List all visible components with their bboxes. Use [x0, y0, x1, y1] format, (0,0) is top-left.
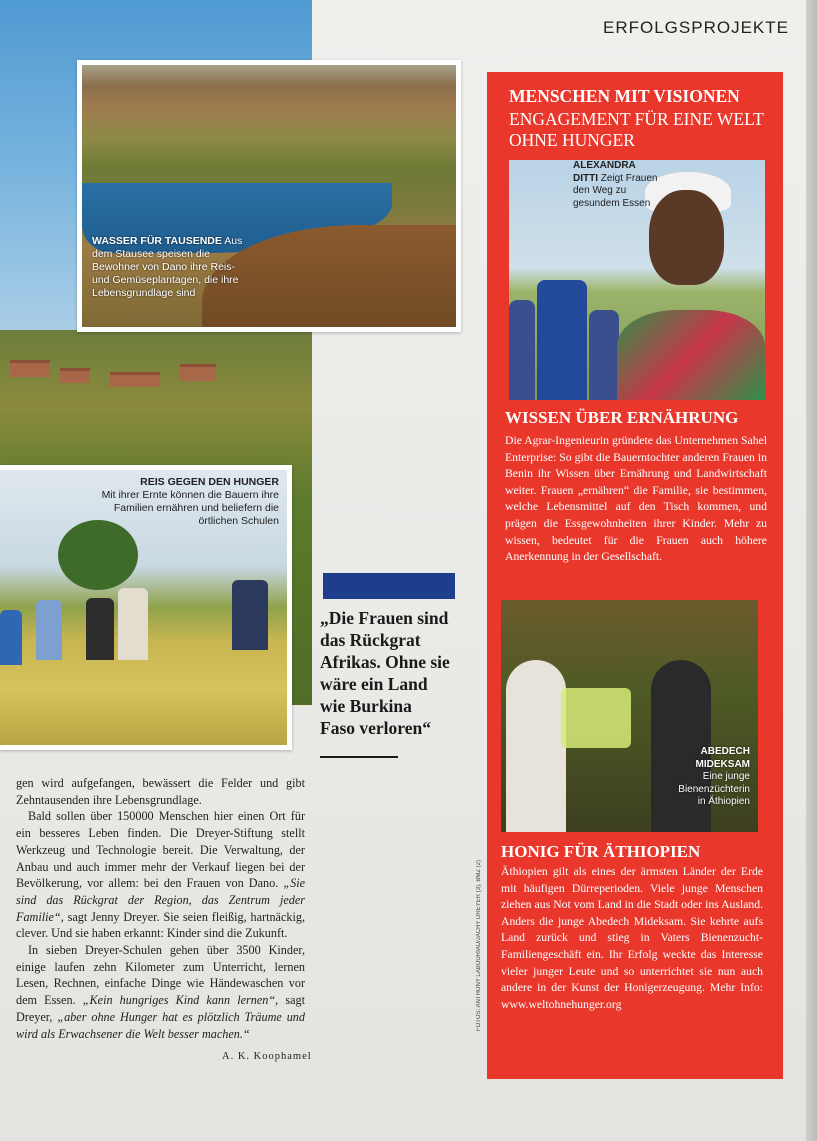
section-text: Äthiopien gilt als eines der ärmsten Länder der Erde mit häufigen Dürreperioden. Viele junge Menschen ziehen aus Not vom Land in die Stadt oder ins Ausland. Anders die junge Abedech Mideksam. Sie kehrte aufs Land zurück und stieg in Vaters Bienenzucht-Familiengeschäft ein. Ihr Erfolg weckte das Interesse vieler junger Leute und so unterrichtet sie nun auch andere in der Kunst der Honigerzeugung. Mehr Info: www.weltohnehunger.org [501, 865, 763, 1011]
rice-field-photo [0, 465, 292, 750]
reservoir-photo [77, 60, 461, 332]
section-text: Die Agrar-Ingenieurin gründete das Unternehmen Sahel Enterprise: So gibt die Bauerntochter anderen Frauen in Benin ihr Wissen über Ernährung und Landwirtschaft weiter. Frauen „ernähren“ die Familie, sie bestimmen, welche Lebensmittel auf den Tisch kommen, und prägen die Essgewohnheiten ihrer Kinder. Mehr zu wissen, bedeutet für die Frauen auch höhere Anerkennung in der Gesellschaft. [505, 434, 767, 564]
pull-quote: „Die Frauen sind das Rückgrat Afrikas. Ohne sie wäre ein Land wie Burkina Faso verloren“ [320, 608, 450, 738]
quote-accent-bar [323, 573, 455, 599]
section-heading: HONIG FÜR ÄTHIOPIEN [501, 842, 701, 861]
quote-underline [320, 756, 398, 758]
beekeeper-photo [501, 600, 758, 832]
caption-title: REIS GEGEN DEN HUNGER [140, 476, 279, 488]
caption-text: Aus dem Stausee speisen die Bewohner von Dano ihre Reis- und Gemüseplantagen, die ihre Lebensgrundlage sind [92, 235, 243, 299]
caption-title: WASSER FÜR TAUSENDE [92, 235, 222, 247]
reservoir-photo-caption [92, 235, 247, 300]
section-header: ERFOLGSPROJEKTE [603, 18, 789, 37]
sidebar-title: MENSCHEN MIT VISIONEN [509, 86, 740, 106]
author-byline: A. K. Koophamel [222, 1051, 312, 1062]
beekeeper-caption: ABEDECH MIDEKSAM Eine junge Bienenzüchterin in Äthiopien [678, 746, 750, 807]
article-paragraph: Bald sollen über 150000 Menschen hier einen Ort für ein besseres Leben finden. Die Dreyer-Stiftung stellt Werkzeug und Technologie bereit. Die Verwaltung, der Anbau und auch immer mehr der Verkauf liegen bei der Bevölkerung, vor allem: bei den Frauen von Dano. „Sie sind das Rückgrat der Region, das Zentrum jeder Familie“, sagt Jenny Dreyer. Sie seien fleißig, hartnäckig, clever. Und sie haben erkannt: Kinder sind die Zukunft. [16, 809, 305, 941]
article-paragraph: In sieben Dreyer-Schulen gehen über 3500 Kinder, einige laufen zehn Kilometer zum Unterricht, lernen Lesen, Rechnen, einfache Dinge wie Händewaschen vor dem Essen. „Kein hungriges Kind kann lernen“, sagt Dreyer, „aber ohne Hunger hat es plötzlich Träume und wird als Erwachsener die Welt besser machen.“ [16, 943, 305, 1041]
section-heading: WISSEN ÜBER ERNÄHRUNG [505, 408, 739, 427]
portrait-photo-ditti [509, 160, 765, 400]
sidebar-subtitle: ENGAGEMENT FÜR EINE WELT OHNE HUNGER [509, 109, 764, 150]
caption-text: Mit ihrer Ernte können die Bauern ihre Familien ernähren und beliefern die örtlichen Schulen [101, 489, 279, 527]
sidebar-box [487, 72, 783, 1079]
rice-photo-caption [79, 476, 279, 528]
portrait-caption: ALEXANDRA DITTI Zeigt Frauen den Weg zu gesundem Essen [573, 160, 658, 209]
article-body [16, 775, 305, 1042]
article-paragraph: gen wird aufgefangen, bewässert die Felder und gibt Zehntausenden ihre Lebensgrundlage. [16, 776, 305, 807]
photo-credit: FOTOS: ANTHONY LABOURIAU/JACHY DREYER (3), BMZ (2) [476, 860, 482, 1032]
page-edge [806, 0, 817, 1141]
